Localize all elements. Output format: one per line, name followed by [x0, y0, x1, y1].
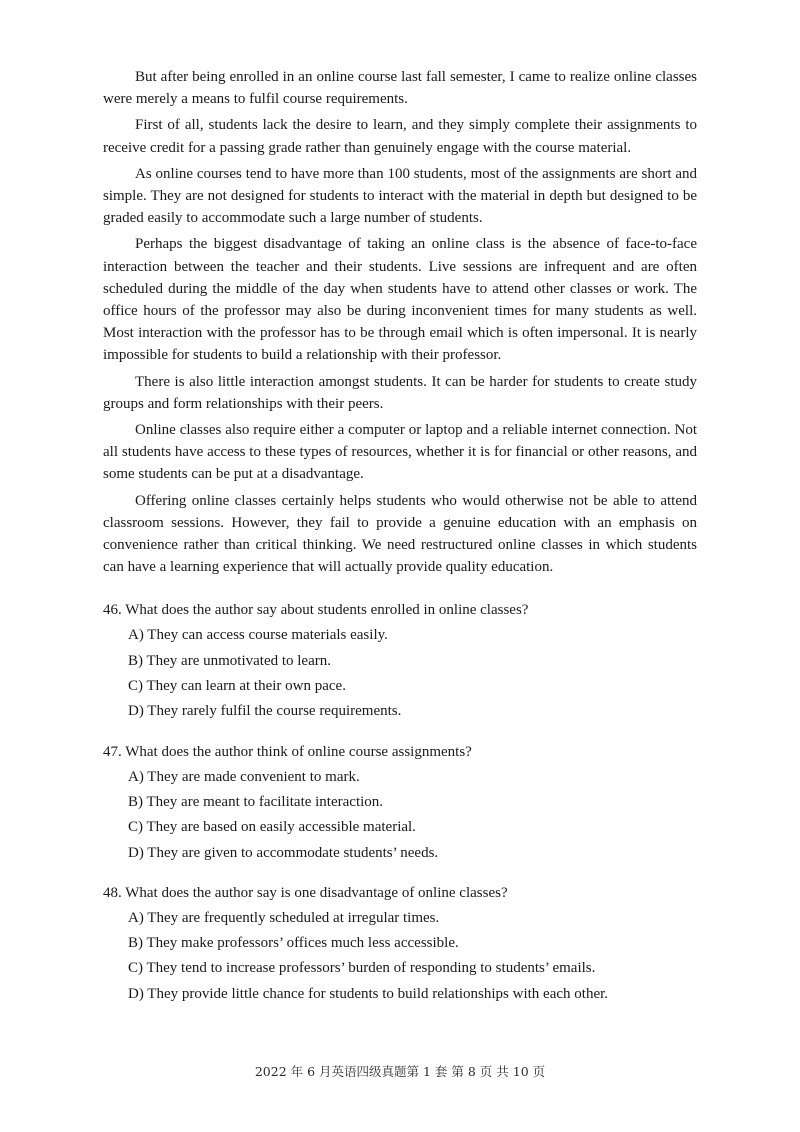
option-c: C) They tend to increase professors’ burden of responding to students’ emails.	[128, 960, 596, 977]
option-b: B) They are unmotivated to learn.	[128, 652, 331, 669]
document-page	[103, 66, 697, 1022]
option-c: C) They can learn at their own pace.	[128, 678, 346, 695]
option-b: B) They make professors’ offices much less accessible.	[128, 935, 459, 952]
passage-paragraph: Online classes also require either a computer or laptop and a reliable internet connection. Not all students have access to these types of resources, whether it is for financial or other reasons, and some students can be put at a disadvantage.	[103, 422, 697, 483]
option-a: A) They are made convenient to mark.	[128, 768, 360, 785]
question-47	[103, 740, 697, 866]
answer-options	[103, 765, 697, 866]
passage-paragraph: But after being enrolled in an online course last fall semester, I came to realize online classes were merely a means to fulfil course requirements.	[103, 69, 697, 108]
passage-paragraph: First of all, students lack the desire to learn, and they simply complete their assignments to receive credit for a passing grade rather than genuinely engage with the course material.	[103, 117, 697, 156]
question-stem: 47. What does the author think of online course assignments?	[103, 743, 472, 760]
passage-paragraph: As online courses tend to have more than 100 students, most of the assignments are short and simple. They are not designed for students to interact with the material in depth but designed to be graded easily to accommodate such a large number of students.	[103, 165, 697, 227]
option-a: A) They can access course materials easily.	[128, 627, 388, 644]
option-c: C) They are based on easily accessible material.	[128, 819, 416, 836]
question-stem: 46. What does the author say about students enrolled in online classes?	[103, 602, 529, 619]
option-d: D) They rarely fulfil the course requirements.	[128, 703, 402, 720]
option-d: D) They are given to accommodate students’ needs.	[128, 844, 439, 861]
page-footer: 2022 年 6 月英语四级真题第 1 套 第 8 页 共 10 页	[254, 1064, 546, 1079]
question-48	[103, 881, 697, 1007]
passage-paragraph: There is also little interaction amongst students. It can be harder for students to create study groups and form relationships with their peers.	[103, 373, 697, 412]
answer-options	[103, 906, 697, 1007]
answer-options	[103, 623, 697, 724]
option-b: B) They are meant to facilitate interaction.	[128, 793, 384, 810]
option-a: A) They are frequently scheduled at irregular times.	[128, 909, 440, 926]
question-46	[103, 598, 697, 724]
option-d: D) They provide little chance for students to build relationships with each other.	[128, 985, 609, 1002]
passage-paragraph: Offering online classes certainly helps students who would otherwise not be able to attend classroom sessions. However, they fail to provide a genuine education with an emphasis on convenience rather than critical thinking. We need restructured online classes in which students can have a learning experience that will actually provide quality education.	[103, 492, 697, 576]
passage-paragraph: Perhaps the biggest disadvantage of taking an online class is the absence of face-to-face interaction between the teacher and their students. Live sessions are infrequent and are often scheduled during the middle of the day when students have to attend other classes or work. The office hours of the professor may also be during inconvenient times for many students as well. Most interaction with the professor has to be through email which is often impersonal. It is nearly impossible for students to build a relationship with their professor.	[103, 236, 697, 364]
reading-passage	[103, 66, 697, 578]
question-list	[103, 598, 697, 1007]
question-stem: 48. What does the author say is one disadvantage of online classes?	[103, 884, 508, 901]
